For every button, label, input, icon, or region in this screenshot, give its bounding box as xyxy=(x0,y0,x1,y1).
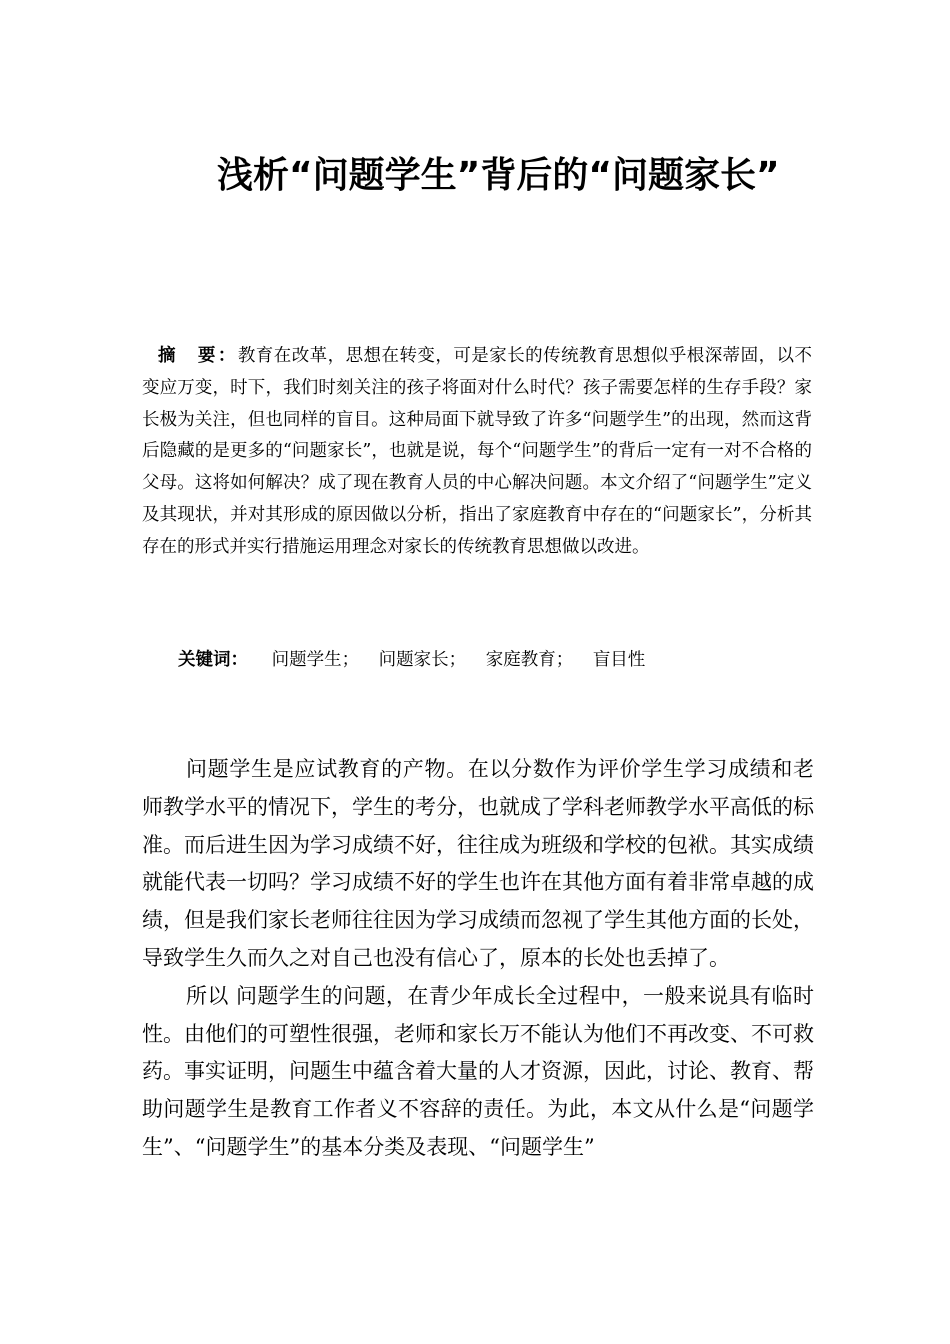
page-title: 浅析“问题学生”背后的“问题家长” xyxy=(217,155,780,196)
abstract-text: 教育在改革，思想在转变，可是家长的传统教育思想似乎根深蒂固，以不变应万变，时下，我们时刻关注的孩子将面对什么时代？孩子需要怎样的生存手段？家长极为关注，但也同样的盲目。这种局面下就导致了许多“问题学生”的出现，然而这背后隐藏的是更多的“问题家长”，也就是说，每个“问题学生”的背后一定有一对不合格的父母。这将如何解决？成了现在教育人员的中心解决问题。本文介绍了“问题学生”定义及其现状，并对其形成的原因做以分析，指出了家庭教育中存在的“问题家长”，分析其存在的形式并实行措施运用理念对家长的传统教育思想做以改进。 xyxy=(142,346,813,557)
keyword-item: 家庭教育； xyxy=(485,650,574,670)
keywords xyxy=(178,645,818,676)
body-text xyxy=(142,751,814,1167)
keyword-item: 盲目性 xyxy=(592,650,646,670)
body-paragraph: 问题学生是应试教育的产物。在以分数作为评价学生学习成绩和老师教学水平的情况下，学生的考分，也就成了学科老师教学水平高低的标准。而后进生因为学习成绩不好，往往成为班级和学校的包袱。其实成绩就能代表一切吗？学习成绩不好的学生也许在其他方面有着非常卓越的成绩，但是我们家长老师往往因为学习成绩而忽视了学生其他方面的长处，导致学生久而久之对自己也没有信心了，原本的长处也丢掉了。 xyxy=(142,757,814,970)
abstract-label: 摘 要： xyxy=(158,346,238,366)
keyword-item: 问题家长； xyxy=(378,650,467,670)
keyword-item: 问题学生； xyxy=(271,650,360,670)
abstract xyxy=(142,341,812,564)
body-paragraph: 所以 问题学生的问题，在青少年成长全过程中，一般来说具有临时性。由他们的可塑性很强，老师和家长万不能认为他们不再改变、不可救药。事实证明，问题生中蕴含着大量的人才资源，因此，讨论、教育、帮助问题学生是教育工作者义不容辞的责任。为此，本文从什么是“问题学生”、“问题学生”的基本分类及表现、“问题学生” xyxy=(142,983,814,1159)
keywords-label: 关键词： xyxy=(178,650,248,670)
